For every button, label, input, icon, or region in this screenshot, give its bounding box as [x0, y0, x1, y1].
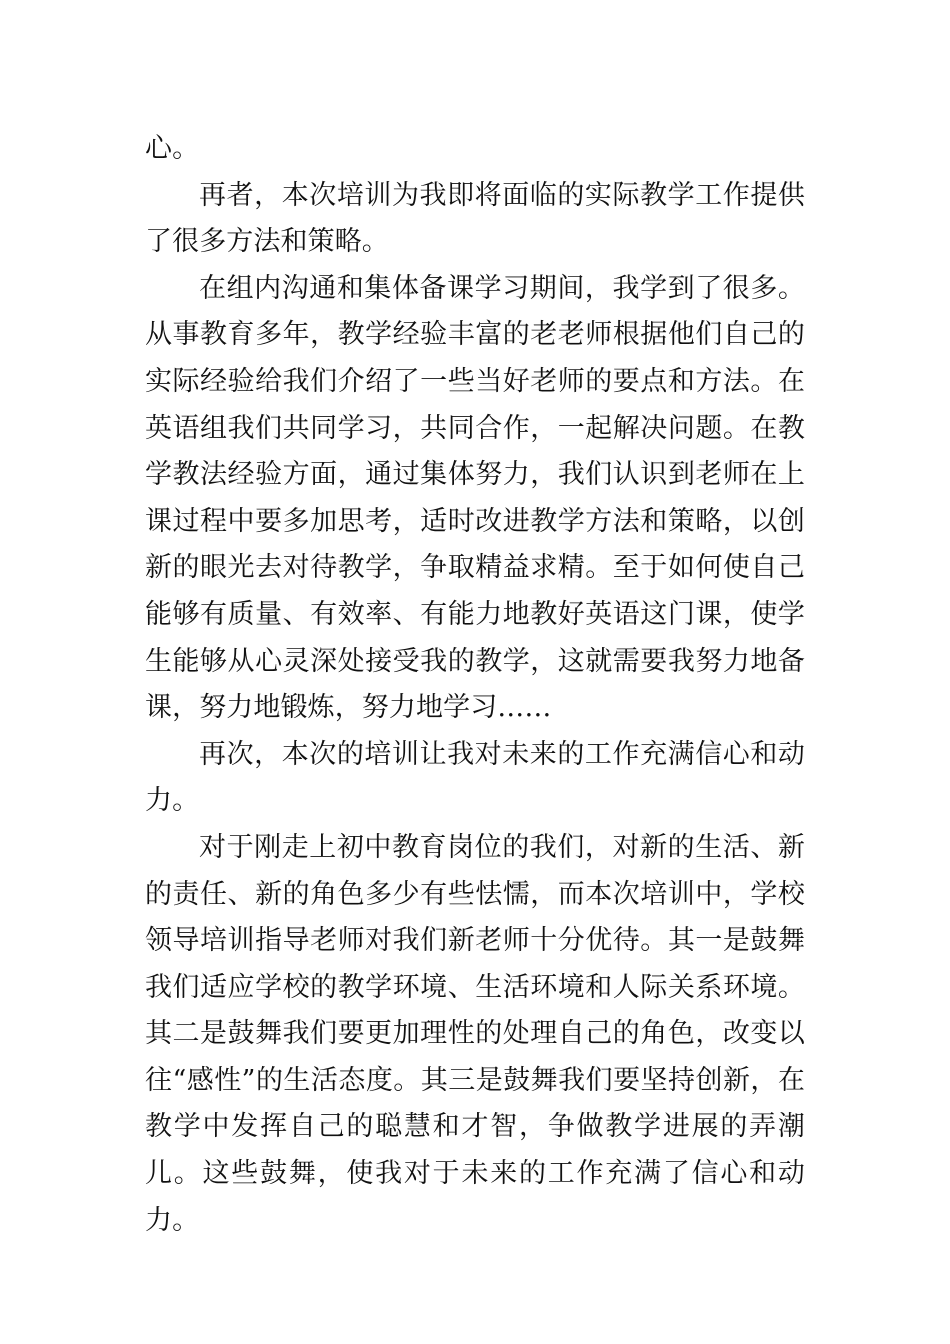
paragraph-continuation: 心。: [145, 133, 200, 164]
paragraph-confidence: 再次，本次的培训让我对未来的工作充满信心和动力。: [145, 738, 805, 817]
paragraph-group-learning: 在组内沟通和集体备课学习期间，我学到了很多。从事教育多年，教学经验丰富的老老师根据他们自己的实际经验给我们介绍了一些当好老师的要点和方法。在英语组我们共同学习，共同合作，一起解决问题。在教学教法经验方面，通过集体努力，我们认识到老师在上课过程中要多加思考，适时改进教学方法和策略，以创新的眼光去对待教学，争取精益求精。至于如何使自己能够有质量、有效率、有能力地教好英语这门课，使学生能够从心灵深处接受我的教学，这就需要我努力地备课，努力地锻炼，努力地学习……: [145, 272, 805, 724]
paragraph-training-methods: 再者，本次培训为我即将面临的实际教学工作提供了很多方法和策略。: [145, 179, 805, 258]
paragraph-encouragement: 对于刚走上初中教育岗位的我们，对新的生活、新的责任、新的角色多少有些怯懦，而本次培训中，学校领导培训指导老师对我们新老师十分优待。其一是鼓舞我们适应学校的教学环境、生活环境和人际关系环境。其二是鼓舞我们要更加理性的处理自己的角色，改变以往“感性”的生活态度。其三是鼓舞我们要坚持创新，在教学中发挥自己的聪慧和才智，争做教学进展的弄潮儿。这些鼓舞，使我对于未来的工作充满了信心和动力。: [145, 831, 805, 1236]
document-body: [145, 126, 805, 1244]
